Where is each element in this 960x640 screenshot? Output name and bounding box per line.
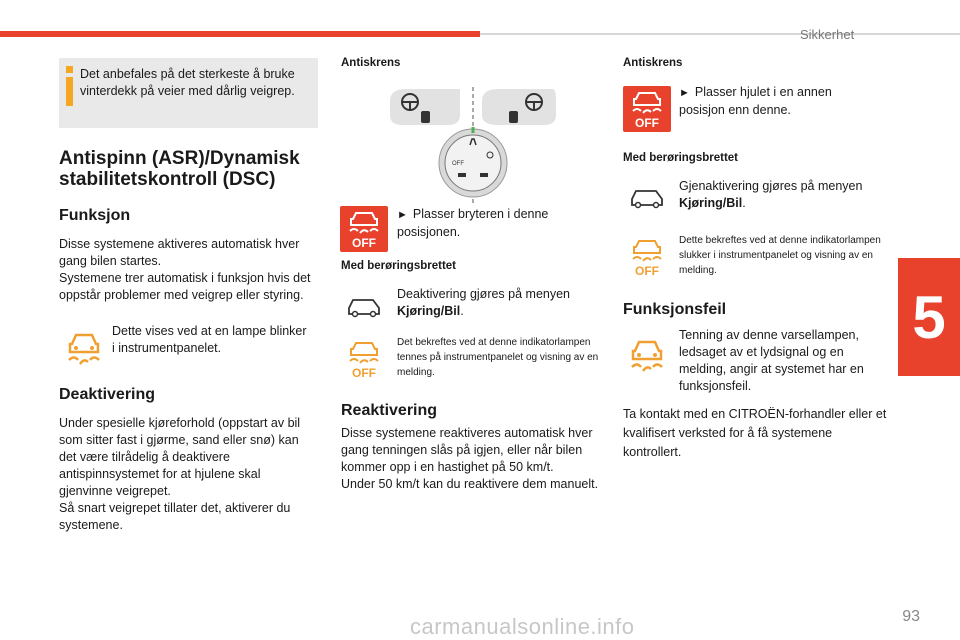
- reaktivering-text-2: Under 50 km/t kan du reaktivere dem manuelt.: [341, 477, 599, 491]
- touch-text-post: .: [460, 304, 464, 318]
- touch-text-pre-col3: Gjenaktivering gjøres på menyen: [679, 179, 863, 193]
- esp-off-icon-orange-col3: [623, 234, 671, 280]
- esp-warning-icon-col3: [623, 333, 671, 379]
- bullet-icon: ►: [679, 87, 690, 99]
- header-accent-bar: [0, 31, 480, 37]
- funksjon-text-1: Disse systemene aktiveres automatisk hver gang bilen startes.: [59, 237, 300, 268]
- fault-text: Tenning av denne varsellampen, ledsaget av et lydsignal og en melding, angir at systemet har en funksjonsfeil.: [679, 328, 864, 393]
- reaktivering-text-1: Disse systemene reaktiveres automatisk hver gang tenningen slås på igjen, eller når bilen kommer opp i en hastighet på 50 km/t.: [341, 426, 593, 474]
- chapter-number: 5: [912, 283, 946, 351]
- touch-text-col3: [679, 178, 879, 212]
- touch-text-menu: Kjøring/Bil: [397, 304, 461, 318]
- wheel-bullet-text: Plasser hjulet i en annen posisjon enn denne.: [679, 85, 832, 117]
- switch-diagram: [388, 85, 558, 205]
- deaktivering-text: [59, 415, 317, 534]
- funksjon-text: [59, 236, 314, 304]
- off-label-col2-orange: OFF: [352, 366, 376, 379]
- info-note-text: Det anbefales på det sterkeste å bruke vinterdekk på veier med dårlig veigrep.: [80, 67, 295, 98]
- page-number: 93: [902, 608, 920, 625]
- switch-bullet-text: Plasser bryteren i denne posisjonen.: [397, 207, 549, 239]
- confirm-text-col2: Det bekreftes ved at denne indikatorlampen tennes på instrumentpanelet og visning av en melding.: [397, 337, 599, 378]
- main-title-line-1: Antispinn (ASR)/Dynamisk: [59, 148, 300, 169]
- off-label-col2: OFF: [352, 236, 376, 249]
- lamp-text: Dette vises ved at en lampe blinker i instrumentpanelet.: [112, 324, 307, 355]
- switch-bullet: [397, 206, 577, 241]
- off-label-col3: OFF: [635, 116, 659, 129]
- wheel-bullet: [679, 84, 869, 119]
- confirm-text-col3: Dette bekreftes ved at denne indikatorlampen slukker i instrumentpanelet og visning av en melding.: [679, 235, 881, 276]
- deaktivering-text-1: Under spesielle kjøreforhold (oppstart av bil som sitter fast i gjørme, sand eller snø) kan det være tilrådelig å deaktivere antispinnsystemet for at hjulene skal gjenvinne veigrepet.: [59, 416, 301, 498]
- svg-text:OFF: OFF: [452, 161, 464, 167]
- esp-off-icon-red-col3: [623, 86, 671, 132]
- funksjon-text-2: Systemene trer automatisk i funksjon hvis det oppstår problemer med veigrep eller styring.: [59, 271, 311, 302]
- reaktivering-heading: Reaktivering: [341, 402, 438, 419]
- header-rule: [480, 33, 960, 35]
- funksjon-heading: Funksjon: [59, 207, 131, 224]
- watermark: carmanualsonline.info: [410, 614, 635, 639]
- deaktivering-heading: Deaktivering: [59, 386, 156, 403]
- antiskrens-label-col2: Antiskrens: [341, 57, 401, 69]
- touch-text-col2: [397, 286, 587, 320]
- car-touchscreen-icon: [340, 284, 388, 330]
- car-touchscreen-icon-col3: [623, 175, 671, 221]
- antiskrens-label-col3: Antiskrens: [623, 57, 683, 69]
- info-icon: [66, 66, 73, 106]
- funksjonsfeil-heading: Funksjonsfeil: [623, 301, 727, 318]
- touch-text-post-col3: .: [742, 196, 746, 210]
- chapter-tab: [898, 258, 960, 376]
- esp-warning-icon: [60, 326, 108, 372]
- off-label-col3-orange: OFF: [635, 264, 659, 277]
- touch-text-menu-col3: Kjøring/Bil: [679, 196, 743, 210]
- reaktivering-text: [341, 425, 603, 493]
- esp-off-icon-orange: [340, 336, 388, 382]
- touch-text-pre: Deaktivering gjøres på menyen: [397, 287, 570, 301]
- main-title-line-2: stabilitetskontroll (DSC): [59, 169, 276, 190]
- esp-off-icon-red: [340, 206, 388, 252]
- touch-label-col2: Med berøringsbrettet: [341, 260, 457, 272]
- touch-label-col3: Med berøringsbrettet: [623, 152, 739, 164]
- main-title: [59, 148, 319, 190]
- contact-text: Ta kontakt med en CITROËN-forhandler eller et kvalifisert verksted for å få systemene kontrollert.: [623, 407, 887, 459]
- section-title: Sikkerhet: [800, 27, 855, 42]
- deaktivering-text-2: Så snart veigrepet tillater det, aktiverer du systemene.: [59, 501, 291, 532]
- bullet-icon: ►: [397, 209, 408, 221]
